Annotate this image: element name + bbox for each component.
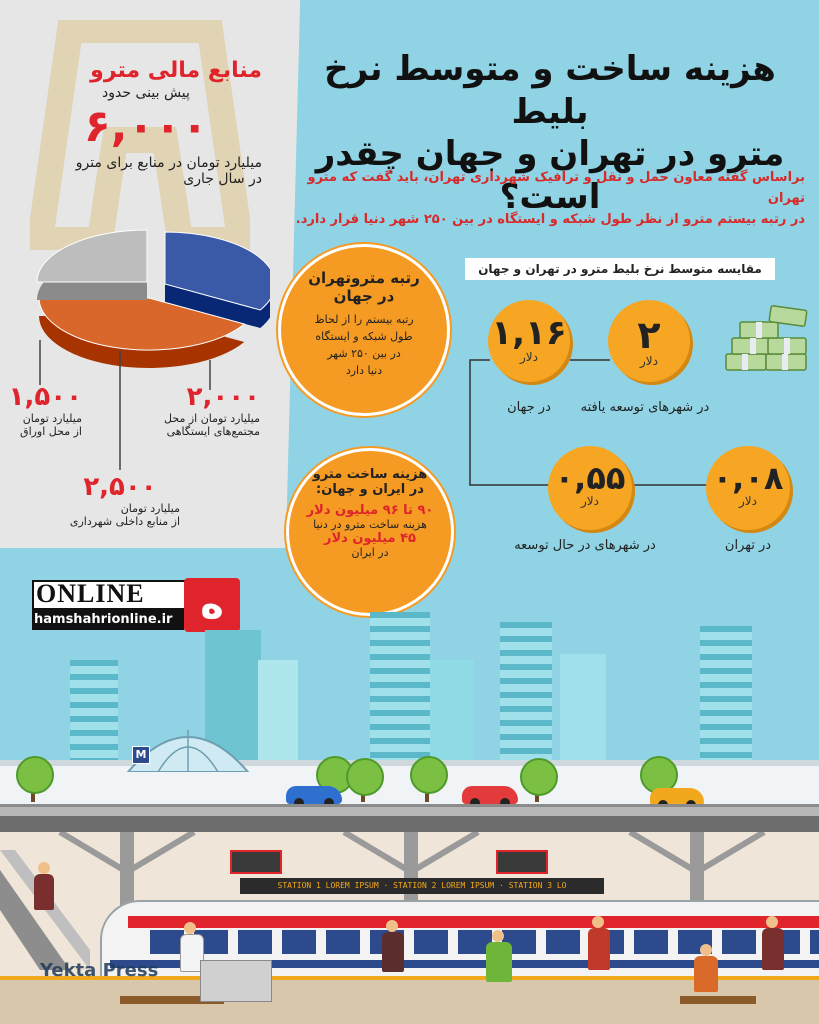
fare-developing-label: در شهرهای در حال توسعه: [514, 538, 656, 553]
fare-world-label: در جهان: [507, 400, 551, 415]
page-title-line-2: مترو در تهران و جهان چقدر است؟: [315, 134, 785, 217]
funding-heading: منابع مالی مترو: [90, 58, 262, 83]
slice-label-internal: [60, 472, 180, 528]
fare-unit: دلار: [581, 494, 599, 508]
train-red-stripe: [128, 916, 819, 928]
ticket-gates: [200, 960, 272, 1002]
funding-desc-1: میلیارد تومان در منابع برای مترو: [75, 155, 262, 172]
cost-title-1: هزینه ساخت مترو: [312, 467, 428, 482]
compare-heading: مقایسه متوسط نرخ بلیط مترو در تهران و جهان: [465, 258, 775, 280]
slice-label-stations: [130, 382, 260, 438]
fare-value: ۲: [637, 313, 661, 357]
logo-site-text: hamshahrionline.ir: [32, 610, 184, 630]
cost-world-value: ۹۰ تا ۹۶ میلیون دلار: [306, 503, 434, 518]
fare-tehran-label: در تهران: [724, 538, 772, 553]
fare-developing-circle: [548, 446, 632, 530]
slice-unit: میلیارد تومان از محل: [164, 412, 260, 425]
rank-body-line: رتبه بیستم را از لحاظ: [314, 313, 414, 326]
funding-sub: پیش بینی حدود: [102, 85, 190, 101]
money-stack-icon: [722, 304, 810, 384]
fare-developed-label: در شهرهای توسعه یافته: [580, 400, 710, 415]
rank-title-2: در جهان: [333, 287, 395, 305]
funding-total: ۶,۰۰۰: [83, 101, 209, 152]
slice-desc: از منابع داخلی شهرداری: [69, 515, 180, 528]
slice-desc: از محل اوراق: [20, 425, 82, 438]
logo-online-text: ONLINE: [36, 579, 145, 608]
logo-mark: ه: [200, 582, 224, 628]
cost-world-desc: هزینه ساخت مترو در دنیا: [313, 518, 427, 531]
slice-desc: مجتمع‌های ایستگاهی: [166, 425, 260, 438]
bench: [680, 996, 756, 1004]
rank-title-1: رتبه متروتهران: [308, 269, 420, 287]
fare-value: ۱,۱۶: [491, 313, 567, 353]
fare-unit: دلار: [640, 354, 658, 368]
fare-unit: دلار: [520, 350, 538, 364]
pie-slice: [37, 230, 147, 282]
fare-value: ۰,۰۸: [712, 459, 784, 497]
funding-desc-2: در سال جاری: [183, 171, 262, 188]
fare-tehran-circle: [706, 446, 790, 530]
cost-title-2: در ایران و جهان:: [316, 482, 424, 497]
rank-circle: [278, 244, 450, 416]
slice-unit: میلیارد تومان: [22, 412, 82, 425]
fare-world-circle: [488, 300, 570, 382]
cost-iran-value: ۴۵ میلیون دلار: [324, 531, 416, 546]
cost-circle: [286, 448, 454, 616]
press-watermark: Yekta Press: [40, 960, 159, 981]
metro-sign: M: [132, 746, 150, 764]
rank-body-line: در بین ۲۵۰ شهر: [327, 347, 401, 361]
brand-logo: [32, 578, 240, 632]
car-red: [462, 786, 518, 804]
slice-value: ۲,۵۰۰: [83, 472, 157, 502]
fare-unit: دلار: [739, 494, 757, 508]
slice-value: ۱,۵۰۰: [8, 382, 82, 412]
train-windows: [150, 930, 819, 954]
car-blue: [286, 786, 342, 804]
deck-beam: [0, 816, 819, 832]
cost-iran-desc: در ایران: [351, 546, 389, 559]
slice-label-bonds: [10, 382, 82, 438]
slice-unit: میلیارد تومان: [120, 502, 180, 515]
station-sign-left: [230, 850, 282, 874]
fare-developed-circle: [608, 300, 690, 382]
rank-body-line: طول شبکه و ایستگاه: [315, 330, 413, 344]
page-title-line-1: هزینه ساخت و متوسط نرخ بلیط: [324, 49, 776, 132]
station-sign-right: [496, 850, 548, 874]
intro-line-2: در رتبه بیستم مترو از نظر طول شبکه و ایستگاه در بین ۲۵۰ شهر دنیا قرار دارد.: [295, 211, 805, 227]
station-ticker: STATION 1 LOREM IPSUM · STATION 2 LOREM IPSUM · STATION 3 LO: [240, 878, 604, 894]
fare-value: ۰,۵۵: [554, 459, 626, 497]
rank-body-line: دنیا دارد: [345, 364, 383, 378]
slice-value: ۲,۰۰۰: [186, 382, 260, 412]
intro-line-1: براساس گفته معاون حمل و نقل و ترافیک شهرداری تهران، باید گفت که مترو تهران: [307, 170, 805, 206]
